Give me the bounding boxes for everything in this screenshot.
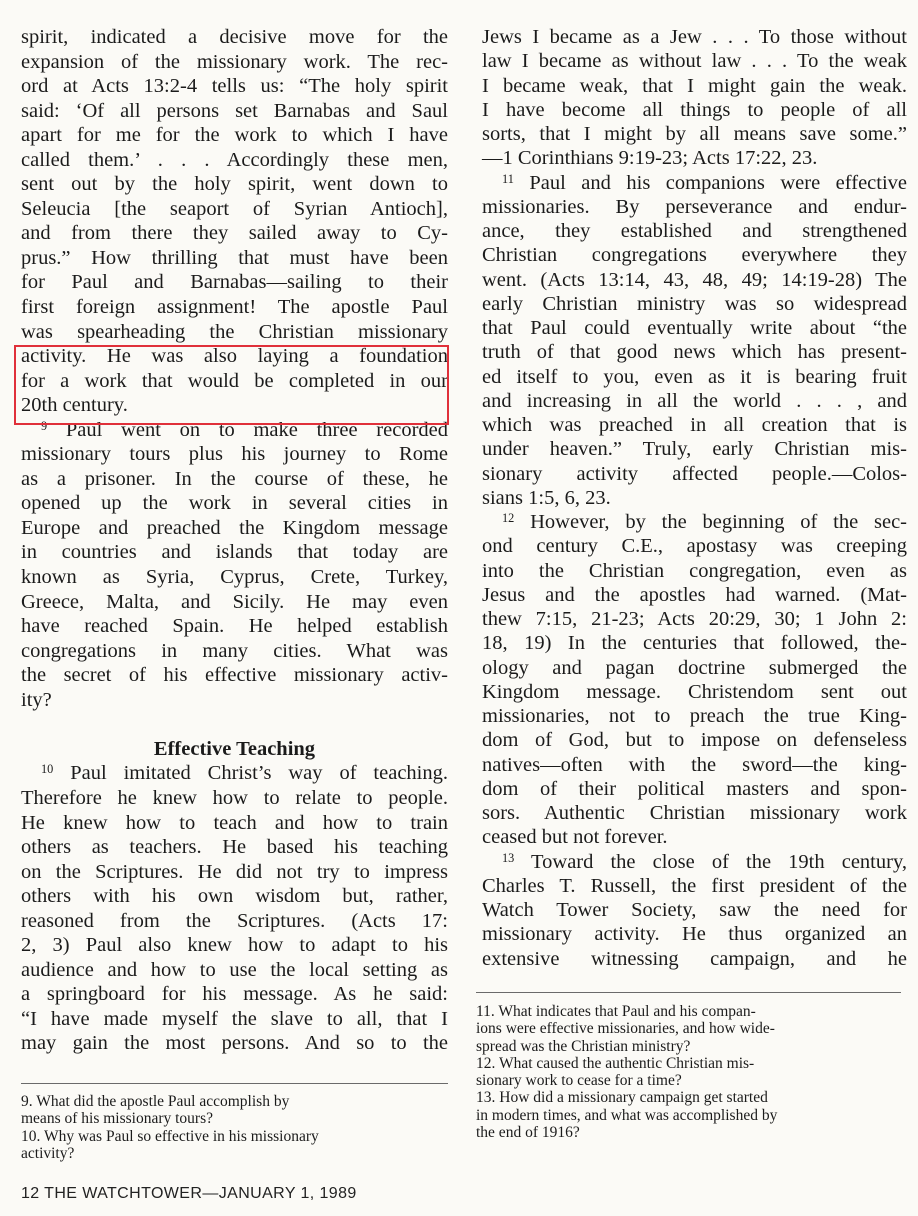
paragraph-number: 9 [41,418,48,433]
body-text-line [482,171,907,195]
body-text-line [482,850,907,874]
body-text-line: early Christian ministry was so widespread [482,292,907,315]
body-text-line: I have become all things to people of all [482,98,907,121]
body-text-line: sent out by the holy spirit, went down to [21,173,448,196]
body-text-line: 20th century. [21,394,128,417]
body-text-line: which was preached in all creation that is [482,414,907,436]
body-text-line: went. (Acts 13:14, 43, 48, 49; 14:19-28) The [482,268,907,291]
body-text-line: ed itself to you, even as it is bearing fruit [482,365,907,388]
body-text-line: Watch Tower Society, saw the need for [482,899,907,921]
body-text-line: extensive witnessing campaign, and he [482,947,907,970]
body-text-line: sorts, that I might by all means save some.” [482,123,907,145]
line-text: However, by the beginning of the sec- [530,511,907,533]
body-text-line: under heaven.” Truly, early Christian mis- [482,438,907,461]
body-text-line: others as teachers. He based his teaching [21,836,448,859]
body-text-line: the secret of his effective missionary activ- [21,664,448,687]
right-body-text [482,0,907,971]
body-text-line: He knew how to teach and how to train [21,811,448,834]
body-text-line: Christian congregations everywhere they [482,244,907,267]
left-column [21,0,448,1056]
body-text-line: called them.’ . . . Accordingly these men, [21,148,448,171]
study-question-line: 12. What caused the authentic Christian mis- [476,1054,755,1072]
body-text-line: natives—often with the sword—the king- [482,753,907,776]
body-text-line: Jesus and the apostles had warned. (Mat- [482,583,907,606]
section-heading: Effective Teaching [153,737,316,760]
body-text-line: and increasing in all the world . . . , and [482,389,907,412]
body-text-line: thew 7:15, 21-23; Acts 20:29, 30; 1 John 2: [482,608,907,630]
body-text-line: for Paul and Barnabas—sailing to their [21,271,448,294]
left-body-text [21,0,448,1056]
body-text-line: audience and how to use the local setting as [21,958,448,981]
line-text: Paul imitated Christ’s way of teaching. [70,762,448,785]
body-text-line: prus.” How thrilling that must have been [21,246,448,269]
body-text-line: ology and pagan doctrine submerged the [482,656,907,679]
body-text-line: sors. Authentic Christian missionary work [482,802,907,824]
body-text-line: sians 1:5, 6, 23. [482,486,611,509]
body-text-line: spirit, indicated a decisive move for the [21,26,448,48]
study-question-line: 11. What indicates that Paul and his compan- [476,1003,756,1020]
body-text-line: apart for me for the work to which I have [21,124,448,147]
body-text-line: ance, they established and strengthened [482,220,907,242]
body-text-line: may gain the most persons. And so to the [21,1032,448,1055]
body-text-line: Charles T. Russell, the first president of the [482,874,907,897]
body-text-line: ity? [21,688,52,711]
right-column [482,0,907,971]
body-text-line: said: ‘Of all persons set Barnabas and Saul [21,99,448,122]
body-text-line: Seleucia [the seaport of Syrian Antioch], [21,197,448,220]
body-text-line: activity. He was also laying a foundation [21,345,448,368]
body-text-line: into the Christian congregation, even as [482,559,907,582]
body-text-line: law I became as without law . . . To the weak [482,50,907,73]
body-text-line: Europe and preached the Kingdom message [21,516,448,539]
body-text-line: congregations in many cities. What was [21,639,448,662]
body-text-line: in countries and islands that today are [21,541,448,564]
paragraph-number: 10 [41,762,54,777]
study-question-line: activity? [21,1144,75,1162]
study-question-line: ions were effective missionaries, and how wide- [476,1020,775,1038]
body-text-line: sionary activity affected people.—Colos- [482,462,907,485]
body-text-line: Therefore he knew how to relate to people. [21,786,448,809]
left-study-questions [21,1093,448,1162]
body-text-line: dom of their political masters and spon- [482,777,907,800]
study-question-line: the end of 1916? [476,1124,580,1142]
right-question-divider [476,992,901,993]
paragraph-number: 11 [502,171,514,186]
body-text-line: missionaries, not to preach the true King- [482,705,907,727]
study-question-line: spread was the Christian ministry? [476,1037,691,1055]
right-study-questions [476,1003,906,1141]
body-text-line: opened up the work in several cities in [21,492,448,515]
body-text-line: “I have made myself the slave to all, that I [21,1007,448,1030]
body-text-line: Kingdom message. Christendom sent out [482,680,907,703]
body-text-line: truth of that good news which has present- [482,341,907,364]
body-text-line: for a work that would be completed in our [21,369,448,392]
body-text-line: 2, 3) Paul also knew how to adapt to his [21,934,448,957]
body-text-line: was spearheading the Christian missionary [21,320,448,343]
body-text-line: ord at Acts 13:2-4 tells us: “The holy spirit [21,75,448,98]
body-text-line: expansion of the missionary work. The rec- [21,50,448,73]
line-text: Toward the close of the 19th century, [531,850,907,873]
body-text-line [482,510,907,534]
blank-line [21,712,448,737]
study-question-line: means of his missionary tours? [21,1110,214,1128]
study-question-line: 9. What did the apostle Paul accomplish by [21,1093,290,1110]
body-text-line: I became weak, that I might gain the weak. [482,74,907,97]
study-question-line: sionary work to cease for a time? [476,1072,682,1090]
body-text-line: missionary tours plus his journey to Rome [21,443,448,466]
body-text-line: first foreign assignment! The apostle Paul [21,296,448,319]
body-text-line [21,761,448,786]
study-question-line: 13. How did a missionary campaign get started [476,1089,768,1107]
body-text-line: that Paul could eventually write about “the [482,317,907,339]
page-footer: 12 THE WATCHTOWER—JANUARY 1, 1989 [21,1185,357,1202]
line-text: Paul and his companions were effective [529,171,908,194]
body-text-line: as a prisoner. In the course of these, he [21,467,448,490]
body-text-line [21,418,448,443]
body-text-line: Jews I became as a Jew . . . To those without [482,26,907,48]
body-text-line: others with his own wisdom but, rather, [21,885,448,908]
body-text-line: 18, 19) In the centuries that followed, the- [482,632,907,655]
body-text-line: have reached Spain. He helped establish [21,615,448,638]
body-text-line: a springboard for his message. As he said: [21,983,448,1006]
body-text-line: known as Syria, Cyprus, Crete, Turkey, [21,566,448,589]
body-text-line: Greece, Malta, and Sicily. He may even [21,590,448,613]
body-text-line: on the Scriptures. He did not try to impress [21,860,448,883]
body-text-line: dom of God, but to impose on defenseless [482,729,907,752]
body-text-line: reasoned from the Scriptures. (Acts 17: [21,909,448,932]
study-question-line: 10. Why was Paul so effective in his missionary [21,1127,319,1145]
line-text: Paul went on to make three recorded [65,418,448,441]
study-question-line: in modern times, and what was accomplished by [476,1106,778,1124]
body-text-line: missionary activity. He thus organized an [482,923,907,946]
body-text-line: ond century C.E., apostasy was creeping [482,535,907,558]
body-text-line: ceased but not forever. [482,826,668,849]
left-question-divider [21,1083,448,1084]
paragraph-number: 13 [502,850,515,865]
paragraph-number: 12 [502,510,515,525]
body-text-line: and from there they sailed away to Cy- [21,222,448,245]
body-text-line: —1 Corinthians 9:19-23; Acts 17:22, 23. [482,147,818,170]
body-text-line: missionaries. By perseverance and endur- [482,195,907,218]
